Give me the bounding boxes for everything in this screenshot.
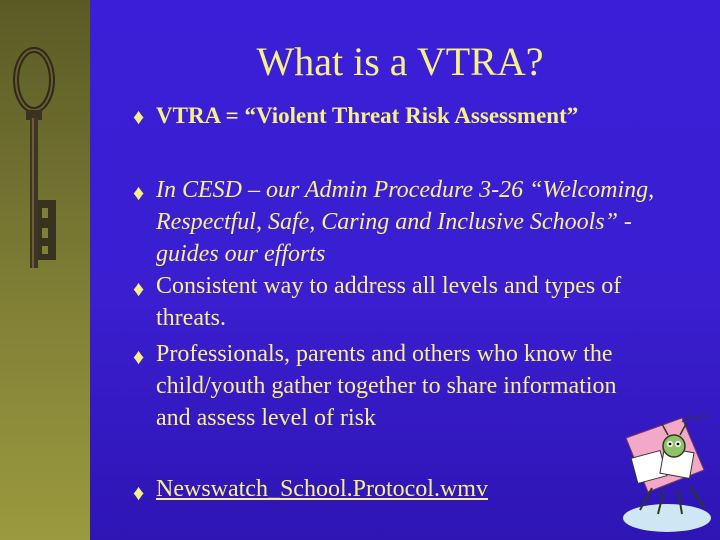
bullet-diamond-icon: ♦	[133, 276, 145, 301]
bullet-diamond-icon: ♦	[133, 180, 145, 205]
bullet-diamond-icon: ♦	[133, 104, 145, 129]
bullet-vtra-definition: VTRA = “Violent Threat Risk Assessment”	[156, 103, 579, 128]
reading-bug-clipart	[612, 410, 717, 535]
bullet-diamond-icon: ♦	[133, 480, 145, 505]
bullet-admin-procedure: In CESD – our Admin Procedure 3-26 “Welcoming, Respectful, Safe, Caring and Inclusive Schools” - guides our efforts	[156, 177, 655, 267]
bullet-diamond-icon: ♦	[133, 344, 145, 369]
bullet-consistent-way: Consistent way to address all levels and types of threats.	[156, 273, 622, 331]
bullet-professionals: Professionals, parents and others who know the child/youth gather together to share information and assess level of risk	[156, 341, 617, 431]
video-link[interactable]: Newswatch_School.Protocol.wmv	[156, 476, 488, 502]
old-key-image	[8, 40, 68, 280]
slide-title: What is a VTRA?	[256, 39, 544, 84]
